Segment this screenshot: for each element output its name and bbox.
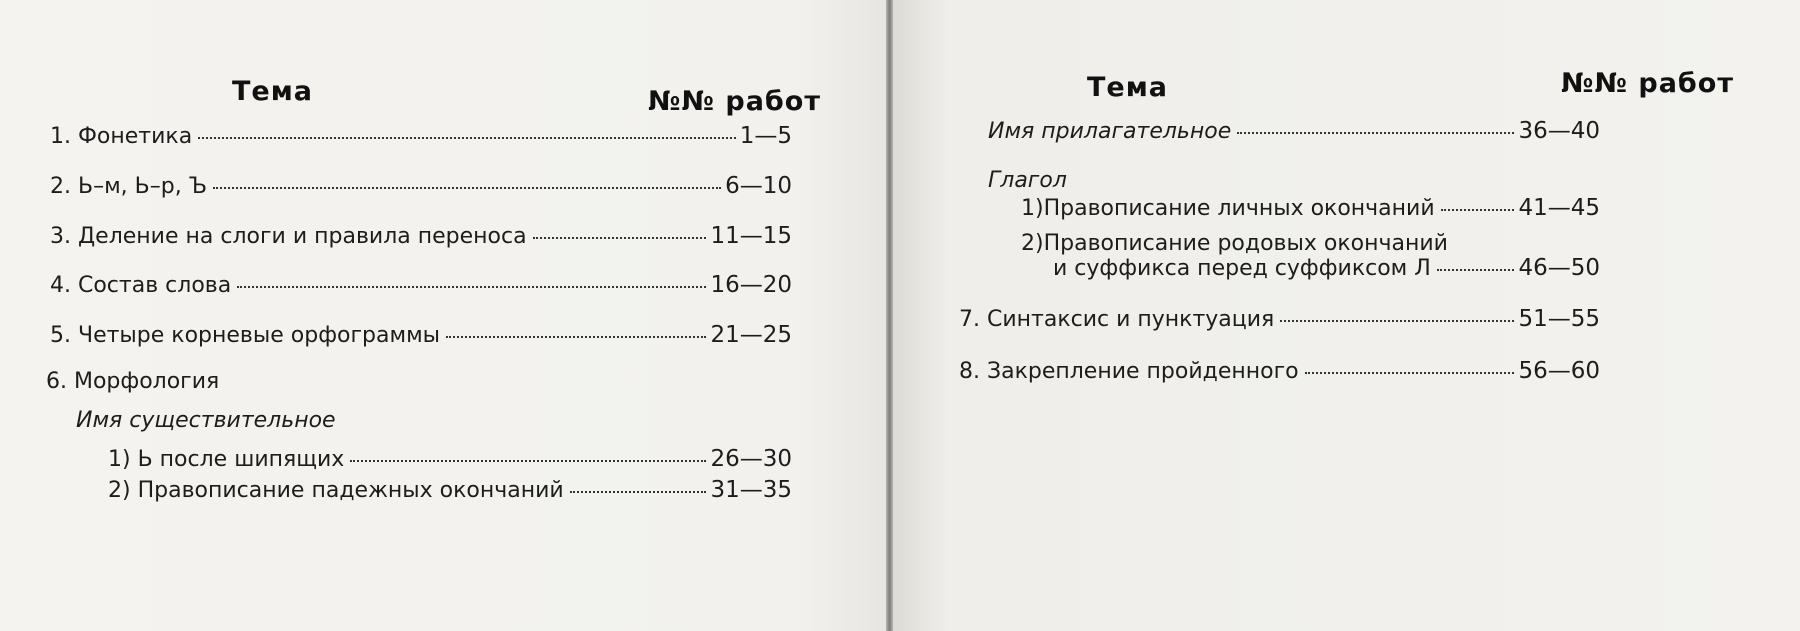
toc-range: 31—35 [710,477,792,503]
leader-dots [446,336,706,338]
left-page [0,0,887,631]
right-page [893,0,1800,631]
toc-label: и суффикса перед суффиксом Л [1053,256,1431,281]
toc-range: 41—45 [1518,195,1600,221]
book-spine [886,0,893,631]
right-header-topic: Тема [1087,72,1169,103]
toc-range: 36—40 [1518,118,1600,144]
left-header-topic: Тема [232,76,314,107]
toc-row[interactable] [50,322,792,348]
toc-range: 16—20 [710,272,792,298]
toc-label: Имя прилагательное [988,119,1232,144]
leader-dots [1437,269,1515,271]
toc-row[interactable] [50,123,792,149]
toc-range: 21—25 [710,322,792,348]
toc-row[interactable] [988,118,1600,144]
toc-row[interactable] [108,477,792,503]
toc-label: 5. Четыре корневые орфограммы [50,323,441,348]
toc-label: 1. Фонетика [50,124,193,149]
toc-label: 2) Правописание падежных окончаний [108,478,564,503]
toc-range: 26—30 [710,446,792,472]
toc-row[interactable] [959,358,1600,384]
toc-range: 6—10 [725,173,792,199]
toc-row[interactable] [108,446,792,472]
toc-row[interactable] [50,223,792,249]
noun-subheading: Имя существительное [76,408,336,433]
leader-dots [533,237,707,239]
toc-row[interactable] [50,272,792,298]
toc-label: 4. Состав слова [50,273,232,298]
toc-label: 1)Правописание личных окончаний [1021,196,1435,221]
leader-dots [198,137,736,139]
toc-label: 1) Ь после шипящих [108,447,345,472]
leader-dots [1441,209,1515,211]
leader-dots [350,460,706,462]
toc-row[interactable] [1021,195,1600,221]
toc-range: 11—15 [710,223,792,249]
leader-dots [213,187,721,189]
morphology-heading: 6. Морфология [46,369,220,394]
right-header-works: №№ работ [1561,68,1734,99]
toc-label: 3. Деление на слоги и правила переноса [50,224,527,249]
verb-subheading: Глагол [988,168,1067,193]
toc-range: 51—55 [1518,306,1600,332]
leader-dots [570,491,707,493]
toc-range: 56—60 [1518,358,1600,384]
toc-range: 46—50 [1518,255,1600,281]
toc-label: 2. Ь–м, Ь–р, Ъ [50,174,208,199]
leader-dots [1305,372,1515,374]
leader-dots [1280,320,1514,322]
toc-label: 8. Закрепление пройденного [959,359,1299,384]
toc-row[interactable] [1053,255,1600,281]
leader-dots [1237,132,1514,134]
toc-row[interactable] [959,306,1600,332]
leader-dots [237,286,706,288]
left-header-works: №№ работ [648,86,821,117]
toc-range: 1—5 [739,123,792,149]
toc-label: 7. Синтаксис и пунктуация [959,307,1275,332]
verb-item2-first-line: 2)Правописание родовых окончаний [1021,231,1448,256]
toc-row[interactable] [50,173,792,199]
